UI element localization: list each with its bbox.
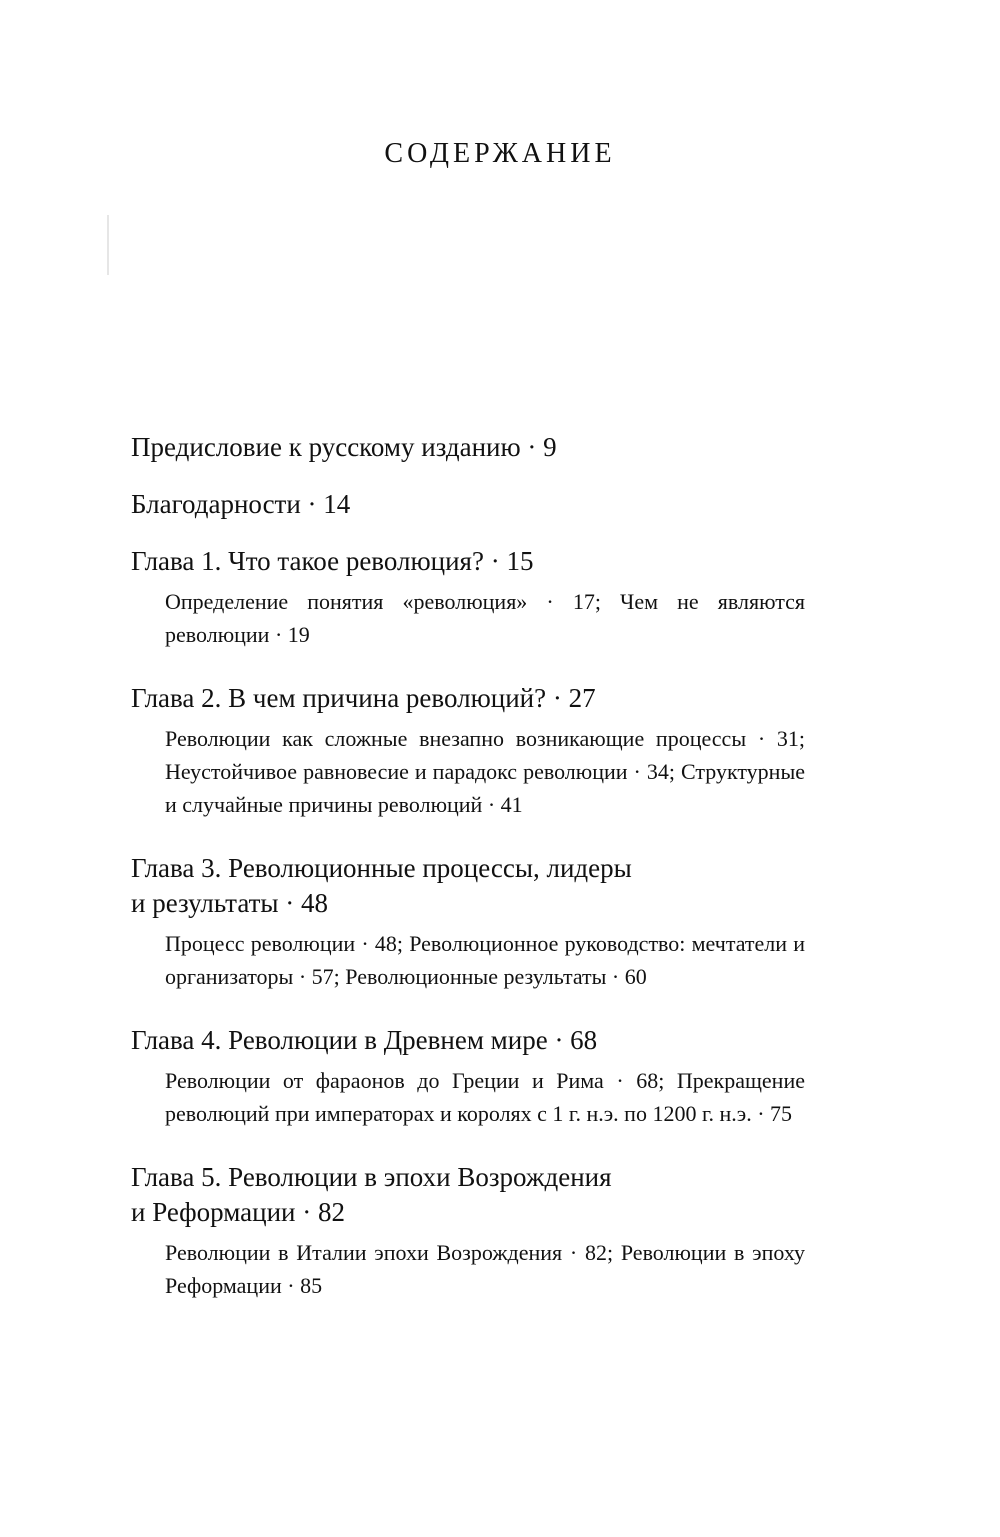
chapter-heading-line-2: и Реформации · 82 <box>131 1197 345 1227</box>
scan-margin-mark <box>107 215 109 275</box>
toc-chapter-1 <box>131 544 821 651</box>
toc-entry-preface: Предисловие к русскому изданию · 9 <box>131 432 557 462</box>
chapter-heading-line-1: Глава 5. Революции в эпохи Возрождения <box>131 1162 612 1192</box>
toc-chapter-2 <box>131 681 821 821</box>
toc-entry-thanks: Благодарности · 14 <box>131 489 351 519</box>
chapter-heading: Глава 1. Что такое революция? · 15 <box>131 546 534 576</box>
chapter-subsections: Процесс революции · 48; Революционное руководство: мечтатели и организаторы · 57; Революционные результаты · 60 <box>165 931 805 989</box>
table-of-contents <box>131 430 821 1302</box>
chapter-subsections: Революции как сложные внезапно возникающие процессы · 31; Неустойчивое равновесие и парадокс революции · 34; Структурные и случайные причины революций · 41 <box>165 726 805 817</box>
chapter-subsections: Определение понятия «революция» · 17; Чем не являются революции · 19 <box>165 589 805 647</box>
toc-chapter-5 <box>131 1160 821 1302</box>
chapter-heading: Глава 4. Революции в Древнем мире · 68 <box>131 1025 598 1055</box>
toc-chapter-4 <box>131 1023 821 1130</box>
chapter-heading-line-2: и результаты · 48 <box>131 888 329 918</box>
chapter-subsections: Революции в Италии эпохи Возрождения · 82; Революции в эпоху Реформации · 85 <box>165 1240 805 1298</box>
page-title: СОДЕРЖАНИЕ <box>384 138 616 169</box>
chapter-heading-line-1: Глава 3. Революционные процессы, лидеры <box>131 853 632 883</box>
chapter-heading: Глава 2. В чем причина революций? · 27 <box>131 683 596 713</box>
toc-chapter-3 <box>131 851 821 993</box>
chapter-subsections: Революции от фараонов до Греции и Рима · 68; Прекращение революций при императорах и королях с 1 г. н.э. по 1200 г. н.э. · 75 <box>165 1068 805 1126</box>
